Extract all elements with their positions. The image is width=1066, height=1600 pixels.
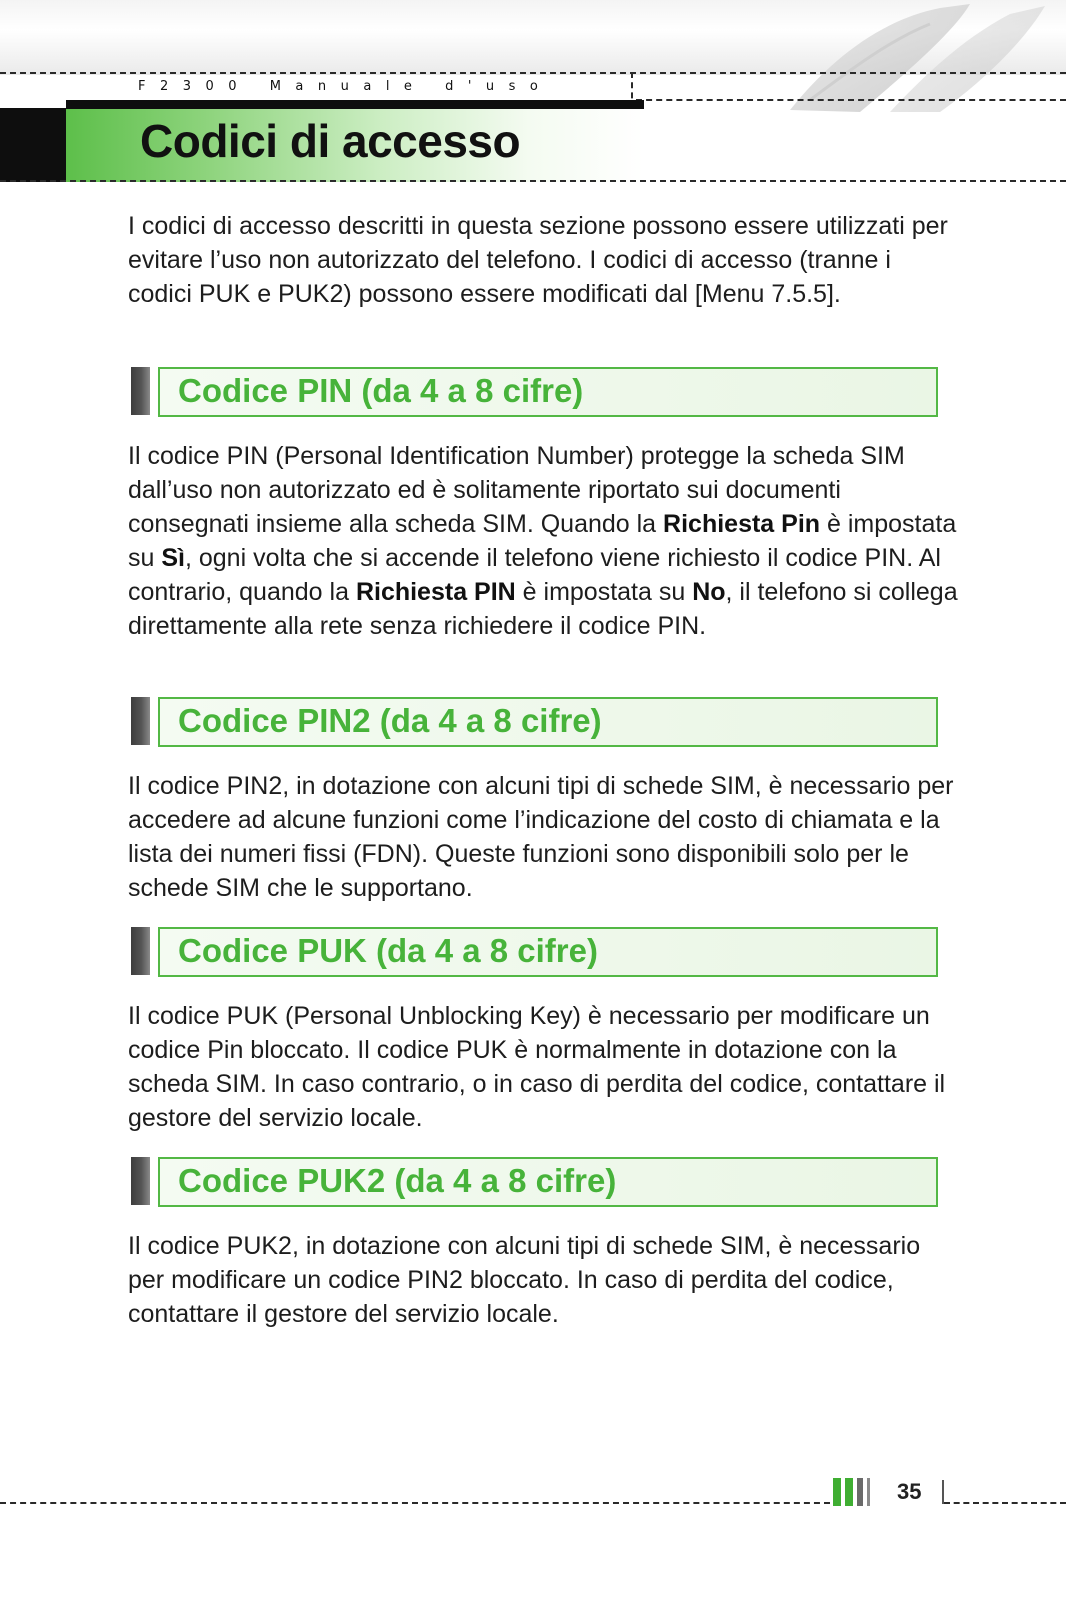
pin-text-5: , il telefono si collega direttamente alla rete senza richiedere il codice PIN. — [128, 578, 958, 640]
footer-rule-left — [0, 1502, 830, 1504]
section-paragraph-pin — [128, 439, 958, 643]
pin-bold-richiesta-pin-2: Richiesta PIN — [355, 578, 516, 606]
page-title: Codici di accesso — [140, 115, 521, 167]
section-marker — [131, 697, 150, 745]
section-marker — [131, 1157, 150, 1205]
section-paragraph-pin2: Il codice PIN2, in dotazione con alcuni tipi di schede SIM, è necessario per accedere ad alcune funzioni come l’indicazione del costo di chiamata e la lista dei numeri fissi (FDN). Queste funzioni sono disponibili solo per le schede SIM che le supportano. — [128, 772, 954, 902]
pin-bold-no: No — [692, 578, 726, 606]
pin-bold-si: Sì — [161, 544, 185, 572]
section-marker — [131, 367, 150, 415]
section-header-puk — [158, 927, 938, 977]
footer-tick — [942, 1480, 944, 1504]
header-mid-rule-right — [636, 99, 1066, 101]
section-paragraph-puk: Il codice PUK (Personal Unblocking Key) è necessario per modificare un codice Pin bloccato. Il codice PUK è normalmente in dotazione con la scheda SIM. In caso contrario, o in caso di perdita del codice, contattare il gestore del servizio locale. — [128, 1002, 946, 1132]
section-header-puk2 — [158, 1157, 938, 1207]
footer-rule-right — [944, 1502, 1066, 1504]
manual-label: F2300 Manuale d'uso — [138, 79, 553, 94]
section-header-pin — [158, 367, 938, 417]
section-title: Codice PIN2 (da 4 a 8 cifre) — [178, 702, 602, 739]
intro-paragraph: I codici di accesso descritti in questa sezione possono essere utilizzati per evitare l’uso non autorizzato del telefono. I codici di accesso (tranne i codici PUK e PUK2) possono essere modificati dal [Menu 7.5.5]. — [128, 212, 948, 308]
section-title: Codice PIN (da 4 a 8 cifre) — [178, 372, 584, 409]
title-black-block — [0, 108, 66, 182]
section-paragraph-puk2: Il codice PUK2, in dotazione con alcuni tipi di schede SIM, è necessario per modificare un codice PIN2 bloccato. In caso di perdita del codice, contattare il gestore del servizio locale. — [128, 1232, 921, 1328]
header-bottom-rule — [0, 180, 1066, 182]
pin-text-4: è impostata su — [515, 578, 693, 606]
phone-illustration-icon — [770, 0, 1066, 120]
section-header-pin2 — [158, 697, 938, 747]
pin-text-1: Il codice PIN (Personal Identification Number) protegge la scheda SIM dall’uso non autorizzato ed è solitamente riportato sui documenti consegnati insieme alla scheda SIM. Quando la — [128, 442, 905, 538]
pin-text-2: è impostata su — [128, 510, 957, 572]
pin-text-3: , ogni volta che si accende il telefono viene richiesto il codice PIN. Al contrario, quando la — [128, 544, 941, 606]
section-title: Codice PUK2 (da 4 a 8 cifre) — [178, 1162, 617, 1199]
title-black-bar — [66, 100, 644, 109]
header-top-rule — [0, 72, 1066, 74]
section-marker — [131, 927, 150, 975]
page-number: 35 — [897, 1479, 922, 1504]
section-title: Codice PUK (da 4 a 8 cifre) — [178, 932, 598, 969]
pin-bold-richiesta-pin: Richiesta Pin — [663, 510, 821, 538]
